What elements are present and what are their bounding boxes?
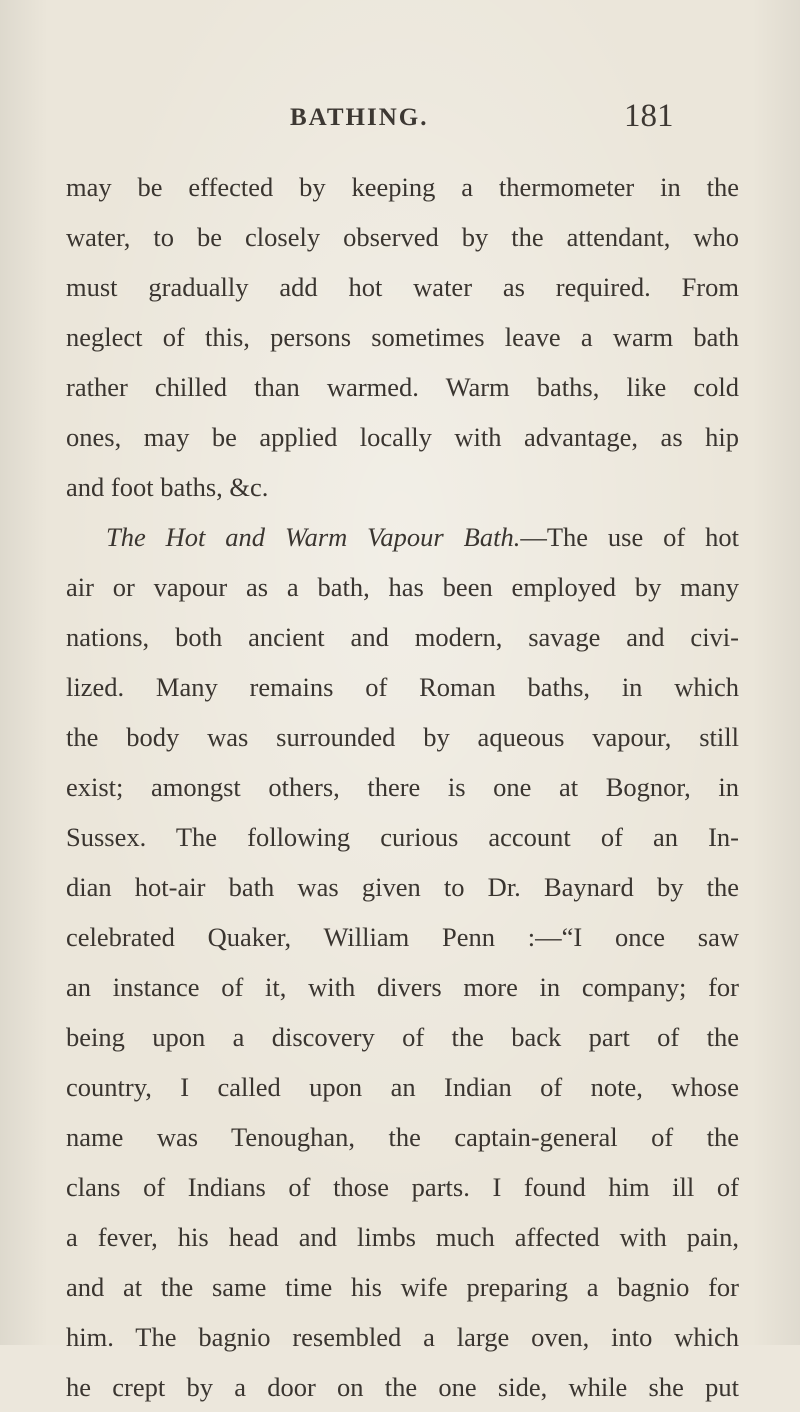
text-line: the body was surrounded by aqueous vapour, still [66,722,739,752]
text-line: lized. Many remains of Roman baths, in which [66,672,739,702]
text-line: he crept by a door on the one side, while she put [66,1372,739,1402]
text-line: name was Tenoughan, the captain-general of the [66,1122,739,1152]
text-line-rest: —The use of hot [520,522,739,552]
text-line: celebrated Quaker, William Penn :—“I once saw [66,922,739,952]
text-line: him. The bagnio resembled a large oven, into which [66,1322,739,1352]
text-line: may be effected by keeping a thermometer in the [66,172,739,202]
text-line: dian hot-air bath was given to Dr. Baynard by the [66,872,739,902]
text-line-with-heading [66,512,739,562]
text-line: rather chilled than warmed. Warm baths, like cold [66,372,739,402]
page-number: 181 [624,98,674,134]
text-line: nations, both ancient and modern, savage and civi- [66,622,739,652]
text-line: country, I called upon an Indian of note, whose [66,1072,739,1102]
running-head [0,98,800,144]
text-line: and foot baths, &c. [66,472,269,502]
running-head-title: BATHING. [290,104,429,131]
text-line: neglect of this, persons sometimes leave a warm bath [66,322,739,352]
section-heading: The Hot and Warm Vapour Bath. [106,522,521,552]
text-line: exist; amongst others, there is one at Bognor, in [66,772,739,802]
text-line: a fever, his head and limbs much affected with pain, [66,1222,739,1252]
text-line: being upon a discovery of the back part of the [66,1022,739,1052]
text-line: air or vapour as a bath, has been employed by many [66,572,739,602]
text-line: water, to be closely observed by the attendant, who [66,222,739,252]
text-line: must gradually add hot water as required. From [66,272,739,302]
text-line: an instance of it, with divers more in company; for [66,972,739,1002]
body-text [66,162,739,1412]
text-line: Sussex. The following curious account of an In- [66,822,739,852]
text-line: ones, may be applied locally with advantage, as hip [66,422,739,452]
text-line: and at the same time his wife preparing a bagnio for [66,1272,739,1302]
text-line: clans of Indians of those parts. I found him ill of [66,1172,739,1202]
